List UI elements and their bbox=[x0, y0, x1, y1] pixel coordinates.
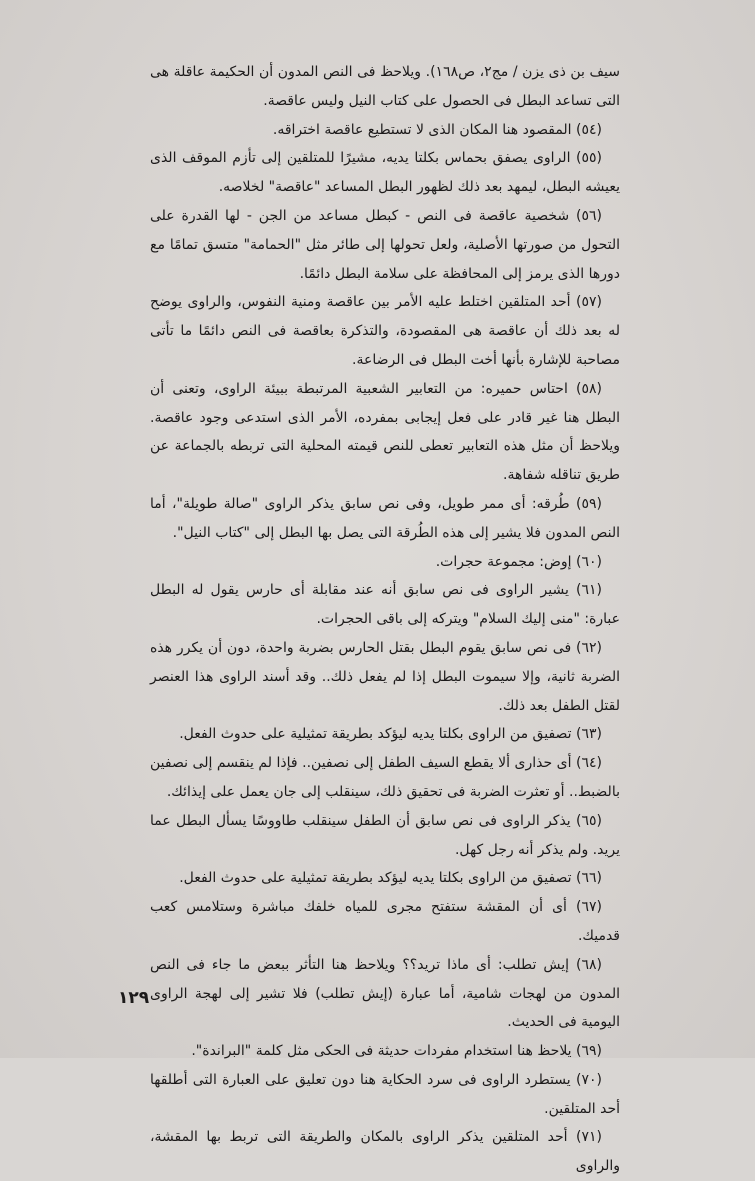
footnote-67: (٦٧) أى أن المقشة ستفتح مجرى للمياه خلفك مباشرة وستلامس كعب قدميك. bbox=[150, 899, 620, 944]
footnote-continuation: سيف بن ذى يزن / مج٢، ص١٦٨). ويلاحظ فى النص المدون أن الحكيمة عاقلة هى التى تساعد البطل فى الحصول على كتاب النيل وليس عاقصة. bbox=[150, 64, 620, 109]
footnote-62: (٦٢) فى نص سابق يقوم البطل بقتل الحارس بضربة واحدة، دون أن يكرر هذه الضربة ثانية، وإلا سيموت البطل إذا لم يفعل ذلك.. وقد أسند الراوى هذا العنصر لقتل الطفل بعد ذلك. bbox=[150, 639, 620, 714]
footnote-60: (٦٠) إوض: مجموعة حجرات. bbox=[435, 553, 602, 570]
footnote-68: (٦٨) إيش تطلب: أى ماذا تريد؟؟ ويلاحظ هنا التأثر ببعض ما جاء فى النص المدون من لهجات شامية، أما عبارة (إيش تطلب) فلا تشير إلى لهجة الراوى اليومية فى الحديث. bbox=[150, 956, 620, 1031]
footnote-58: (٥٨) احتاس حميره: من التعابير الشعبية المرتبطة ببيئة الراوى، وتعنى أن البطل هنا غير قادر على فعل إيجابى بمفرده، الأمر الذى استدعى وجود عاقصة. ويلاحظ أن مثل هذه التعابير تعطى للنص قيمته المحلية التى تربطه بالجماعة عن طريق تناقله شفاهة. bbox=[150, 380, 620, 484]
footnote-61: (٦١) يشير الراوى فى نص سابق أنه عند مقابلة أى حارس يقول له البطل عبارة: "منى إليك السلام" ويتركه إلى باقى الحجرات. bbox=[150, 582, 620, 628]
footnote-69: (٦٩) يلاحظ هنا استخدام مفردات حديثة فى الحكى مثل كلمة "البراندة". bbox=[191, 1043, 602, 1060]
footnote-63: (٦٣) تصفيق من الراوى بكلتا يديه ليؤكد بطريقة تمثيلية على حدوث الفعل. bbox=[179, 726, 602, 743]
footnote-70: (٧٠) يستطرد الراوى فى سرد الحكاية هنا دون تعليق على العبارة التى أطلقها أحد المتلقين. bbox=[150, 1071, 620, 1117]
footnote-64: (٦٤) أى حذارى ألا يقطع السيف الطفل إلى نصفين.. فإذا لم ينقسم إلى نصفين بالضبط.. أو تعثرت الضربة فى تحقيق ذلك، سينقلب إلى جان يعمل على إيذائك. bbox=[150, 755, 620, 800]
footnote-65: (٦٥) يذكر الراوى فى نص سابق أن الطفل سينقلب طاووسًا يسأل البطل عما يريد. ولم يذكر أنه رجل كهل. bbox=[150, 812, 620, 858]
footnotes-block bbox=[150, 58, 620, 1181]
footnote-54: (٥٤) المقصود هنا المكان الذى لا تستطيع عاقصة اختراقه. bbox=[272, 121, 602, 138]
footnote-71: (٧١) أحد المتلقين يذكر الراوى بالمكان والطريقة التى تربط بها المقشة، والراوى bbox=[150, 1129, 620, 1175]
footnote-66: (٦٦) تصفيق من الراوى بكلتا يديه ليؤكد بطريقة تمثيلية على حدوث الفعل. bbox=[179, 870, 602, 887]
footnote-59: (٥٩) طُرقه: أى ممر طويل، وفى نص سابق يذكر الراوى "صالة طويلة"، أما النص المدون فلا يشير إلى هذه الطُرقة التى يصل بها البطل إلى "كتاب النيل". bbox=[150, 495, 620, 541]
page-number: ١٢٩ bbox=[118, 988, 150, 1008]
footnote-57: (٥٧) أحد المتلقين اختلط عليه الأمر بين عاقصة ومنية النفوس، والراوى يوضح له بعد ذلك أن عاقصة هى المقصودة، والتذكرة بعاقصة فى النص دائمًا ما تأتى مصاحبة للإشارة بأنها أخت البطل فى الرضاعة. bbox=[150, 294, 620, 368]
footnote-55: (٥٥) الراوى يصفق بحماس بكلتا يديه، مشيرًا للمتلقين إلى تأزم الموقف الذى يعيشه البطل، ليمهد بعد ذلك لظهور البطل المساعد "عاقصة" لخلاصه. bbox=[150, 150, 620, 196]
footnote-56: (٥٦) شخصية عاقصة فى النص - كبطل مساعد من الجن - لها القدرة على التحول من صورتها الأصلية، ولعل تحولها إلى طائر مثل "الحمامة" متسق تمامًا مع دورها الذى يرمز إلى المحافظة على سلامة البطل دائمًا. bbox=[150, 207, 620, 282]
